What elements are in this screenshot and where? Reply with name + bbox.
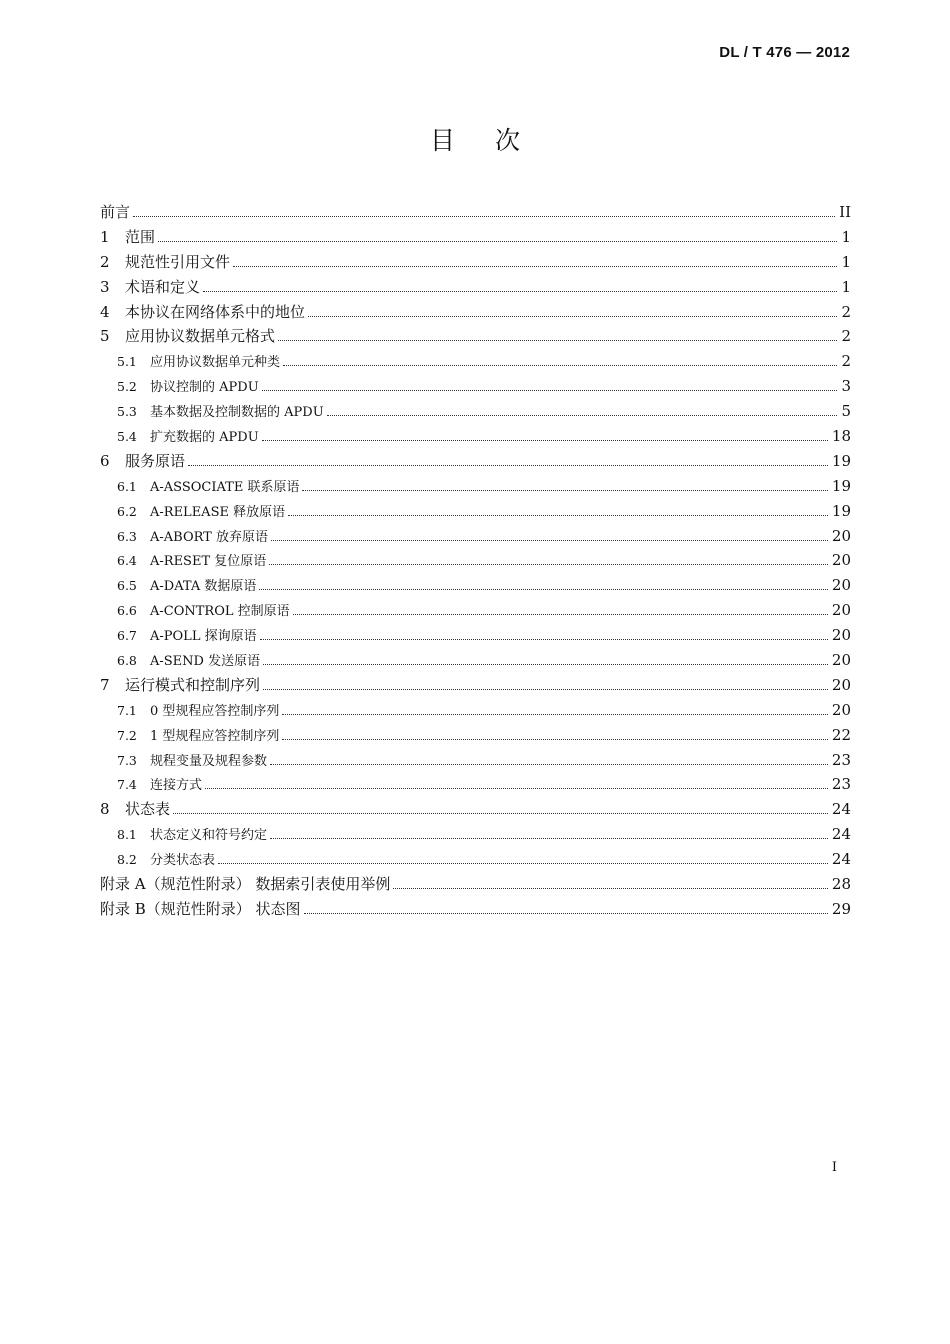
- toc-dot-leader: [233, 257, 837, 267]
- toc-dot-leader: [263, 680, 828, 690]
- toc-entry-number: 7.2: [117, 727, 137, 743]
- toc-entry-page: 3: [841, 377, 851, 396]
- toc-entry-title: 术语和定义: [125, 277, 201, 296]
- toc-entry-title: 附录 A（规范性附录） 数据索引表使用举例: [100, 875, 391, 894]
- toc-entry[interactable]: [100, 822, 851, 847]
- toc-dot-leader: [271, 531, 828, 541]
- toc-entry-number: 5.4: [117, 429, 137, 445]
- toc-entry-title: A-RELEASE 释放原语: [150, 504, 286, 520]
- toc-entry-number: 6.4: [117, 553, 137, 569]
- toc-dot-leader: [282, 705, 828, 715]
- toc-entry-page: 18: [831, 427, 851, 446]
- toc-entry[interactable]: [100, 872, 851, 897]
- toc-entry-number: 6.3: [117, 528, 137, 544]
- toc-entry-title: A-CONTROL 控制原语: [150, 604, 290, 620]
- toc-entry[interactable]: [100, 449, 851, 474]
- toc-entry[interactable]: [100, 324, 851, 349]
- toc-entry[interactable]: [100, 623, 851, 648]
- toc-entry-page: 2: [841, 352, 851, 371]
- page-title: 目次: [429, 126, 560, 155]
- toc-entry-number: 8: [100, 800, 110, 819]
- toc-entry-number: 5.1: [117, 354, 137, 370]
- toc-entry[interactable]: [100, 275, 851, 300]
- toc-entry-page: 20: [831, 601, 851, 620]
- toc-entry-page: 1: [841, 227, 851, 246]
- toc-dot-leader: [278, 331, 837, 341]
- toc-entry-page: 24: [831, 800, 851, 819]
- toc-entry-page: 22: [831, 725, 851, 744]
- toc-entry-number: 6: [100, 451, 110, 470]
- toc-entry-number: 6.6: [117, 603, 137, 619]
- toc-entry-page: 23: [831, 775, 851, 794]
- toc-entry-page: 24: [831, 850, 851, 869]
- toc-entry-page: 24: [831, 825, 851, 844]
- toc-entry-page: 20: [831, 576, 851, 595]
- toc-dot-leader: [393, 879, 828, 889]
- toc-entry-number: 7: [100, 675, 110, 694]
- toc-entry-page: 20: [831, 626, 851, 645]
- toc-entry[interactable]: [100, 897, 851, 922]
- toc-entry-title: 运行模式和控制序列: [125, 675, 261, 694]
- toc-dot-leader: [260, 630, 828, 640]
- toc-entry-page: 23: [831, 750, 851, 769]
- toc-entry[interactable]: [100, 200, 851, 225]
- toc-entry-title: 附录 B（规范性附录） 状态图: [100, 899, 301, 918]
- toc-entry-title: 状态表: [125, 800, 171, 819]
- toc-entry[interactable]: [100, 374, 851, 399]
- toc-entry[interactable]: [100, 698, 851, 723]
- toc-entry-page: II: [839, 203, 851, 221]
- toc-entry-number: 1: [100, 227, 110, 246]
- toc-entry-title: 规范性引用文件: [125, 252, 231, 271]
- toc-entry-number: 3: [100, 277, 110, 296]
- toc-entry-title: 规程变量及规程参数: [150, 753, 268, 769]
- toc-entry-title: A-SEND 发送原语: [150, 654, 261, 670]
- toc-dot-leader: [327, 406, 838, 416]
- toc-entry-page: 20: [831, 651, 851, 670]
- toc-entry-title: 前言: [100, 203, 131, 221]
- toc-entry-title: A-RESET 复位原语: [150, 554, 267, 570]
- toc-entry-page: 5: [841, 402, 851, 421]
- toc-dot-leader: [288, 506, 828, 516]
- toc-entry-page: 29: [831, 899, 851, 918]
- toc-entry-title: A-ABORT 放弃原语: [150, 529, 268, 545]
- toc-dot-leader: [304, 904, 828, 914]
- toc-entry[interactable]: [100, 300, 851, 325]
- toc-dot-leader: [205, 779, 828, 789]
- toc-entry-page: 19: [831, 451, 851, 470]
- toc-entry[interactable]: [100, 748, 851, 773]
- toc-entry[interactable]: [100, 673, 851, 698]
- toc-entry-page: 2: [841, 327, 851, 346]
- toc-entry-page: 20: [831, 675, 851, 694]
- toc-entry-title: 扩充数据的 APDU: [150, 430, 259, 446]
- toc-entry-number: 2: [100, 252, 110, 271]
- toc-dot-leader: [262, 431, 828, 441]
- toc-entry-number: 7.3: [117, 752, 137, 768]
- toc-entry-page: 20: [831, 551, 851, 570]
- toc-entry-page: 28: [831, 875, 851, 894]
- toc-dot-leader: [283, 356, 837, 366]
- toc-dot-leader: [218, 854, 828, 864]
- toc-entry[interactable]: [100, 772, 851, 797]
- toc-entry-title: A-POLL 探询原语: [150, 629, 257, 645]
- toc-entry[interactable]: [100, 499, 851, 524]
- toc-dot-leader: [270, 829, 828, 839]
- toc-entry-number: 6.8: [117, 653, 137, 669]
- toc-entry-title: 基本数据及控制数据的 APDU: [150, 405, 324, 421]
- toc-entry[interactable]: [100, 250, 851, 275]
- toc-entry-number: 8.2: [117, 852, 137, 868]
- page-number: I: [831, 1160, 837, 1175]
- toc-entry-page: 20: [831, 526, 851, 545]
- toc-entry-title: 状态定义和符号约定: [150, 828, 268, 844]
- table-of-contents: [100, 200, 851, 922]
- toc-entry[interactable]: [100, 524, 851, 549]
- toc-dot-leader: [302, 481, 827, 491]
- standard-number: DL / T 476 — 2012: [719, 44, 850, 61]
- toc-entry-number: 5.3: [117, 404, 137, 420]
- toc-dot-leader: [158, 232, 837, 242]
- toc-entry-number: 6.1: [117, 478, 137, 494]
- toc-entry[interactable]: [100, 573, 851, 598]
- toc-dot-leader: [173, 804, 828, 814]
- toc-entry-title: 应用协议数据单元种类: [150, 355, 281, 371]
- toc-entry-page: 1: [841, 252, 851, 271]
- toc-entry-number: 6.7: [117, 628, 137, 644]
- toc-entry-number: 5.2: [117, 379, 137, 395]
- toc-dot-leader: [269, 555, 828, 565]
- toc-dot-leader: [263, 655, 828, 665]
- toc-entry[interactable]: [100, 225, 851, 250]
- toc-entry-number: 8.1: [117, 827, 137, 843]
- toc-dot-leader: [259, 580, 828, 590]
- toc-dot-leader: [270, 755, 828, 765]
- toc-dot-leader: [133, 207, 835, 217]
- toc-entry[interactable]: [100, 598, 851, 623]
- toc-entry-title: 连接方式: [150, 778, 203, 794]
- toc-entry-title: 分类状态表: [150, 853, 216, 869]
- toc-entry-number: 7.1: [117, 702, 137, 718]
- toc-dot-leader: [293, 605, 828, 615]
- toc-entry[interactable]: [100, 399, 851, 424]
- toc-entry[interactable]: [100, 723, 851, 748]
- toc-entry[interactable]: [100, 424, 851, 449]
- toc-dot-leader: [188, 456, 828, 466]
- toc-entry-page: 1: [841, 277, 851, 296]
- toc-entry-title: 范围: [125, 227, 156, 246]
- toc-entry-title: 0 型规程应答控制序列: [150, 703, 280, 719]
- toc-entry-title: 应用协议数据单元格式: [125, 327, 276, 346]
- toc-entry-page: 20: [831, 700, 851, 719]
- toc-entry-title: A-ASSOCIATE 联系原语: [150, 479, 300, 495]
- toc-entry-title: 1 型规程应答控制序列: [150, 728, 280, 744]
- toc-dot-leader: [262, 381, 838, 391]
- toc-dot-leader: [308, 307, 837, 317]
- toc-entry[interactable]: [100, 648, 851, 673]
- toc-entry[interactable]: [100, 847, 851, 872]
- toc-entry[interactable]: [100, 474, 851, 499]
- toc-dot-leader: [282, 730, 828, 740]
- toc-entry-title: 本协议在网络体系中的地位: [125, 302, 306, 321]
- toc-entry-title: A-DATA 数据原语: [150, 579, 257, 595]
- toc-entry-number: 6.2: [117, 503, 137, 519]
- toc-entry-number: 4: [100, 302, 110, 321]
- toc-entry-number: 6.5: [117, 578, 137, 594]
- toc-entry-number: 5: [100, 327, 110, 346]
- toc-dot-leader: [203, 282, 837, 292]
- toc-entry-page: 19: [831, 501, 851, 520]
- toc-entry-title: 服务原语: [125, 451, 186, 470]
- toc-entry[interactable]: [100, 797, 851, 822]
- toc-entry[interactable]: [100, 548, 851, 573]
- toc-entry-title: 协议控制的 APDU: [150, 380, 259, 396]
- toc-entry-page: 2: [841, 302, 851, 321]
- toc-entry[interactable]: [100, 349, 851, 374]
- toc-entry-number: 7.4: [117, 777, 137, 793]
- toc-entry-page: 19: [831, 476, 851, 495]
